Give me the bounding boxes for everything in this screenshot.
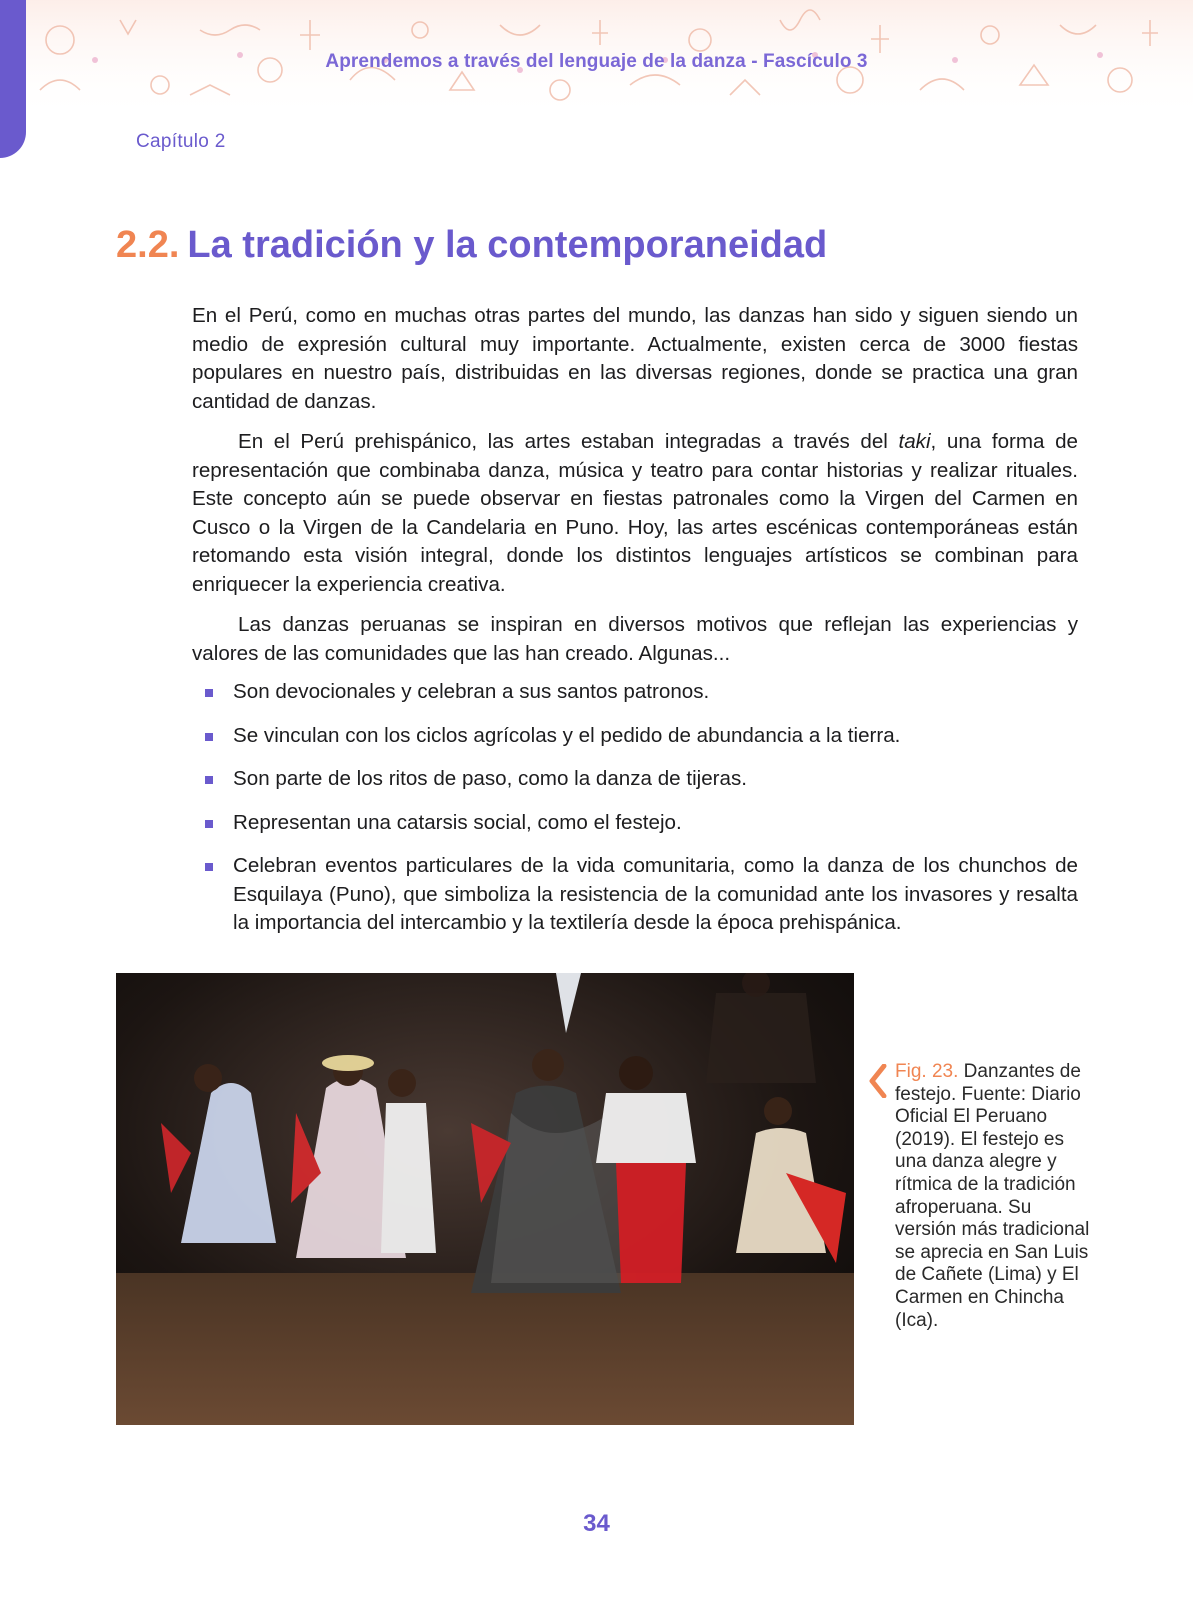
paragraph-2 bbox=[192, 428, 1078, 599]
festejo-dancers-photo bbox=[116, 973, 854, 1425]
paragraph-2-end: , una forma de representación que combinaba danza, música y teatro para contar historias y realizar rituales. Este concepto aún se puede observar en fiestas patronales como la Virgen del Carmen en Cusco o la Virgen de la Candelaria en Puno. Hoy, las artes escénicas contemporáneas están retomando esta visión integral, donde los distintos lenguajes artísticos se combinan para enriquecer la experiencia creativa. bbox=[192, 430, 1078, 596]
figure-label: Fig. 23. bbox=[895, 1061, 959, 1082]
list-item-text: Son parte de los ritos de paso, como la danza de tijeras. bbox=[233, 767, 747, 790]
paragraph-3: Las danzas peruanas se inspiran en diversos motivos que reflejan las experiencias y valores de las comunidades que las han creado. Algunas... bbox=[192, 613, 1078, 665]
list-item bbox=[192, 809, 1078, 838]
section-heading bbox=[116, 224, 827, 267]
bullet-list bbox=[192, 678, 1078, 938]
section-title-text: La tradición y la contemporaneidad bbox=[187, 224, 828, 266]
list-item bbox=[192, 852, 1078, 938]
list-item-text: Son devocionales y celebran a sus santos patronos. bbox=[233, 680, 710, 703]
bullet-square-icon bbox=[205, 820, 213, 828]
list-item-text: Celebran eventos particulares de la vida comunitaria, como la danza de los chunchos de Esquilaya (Puno), que simboliza la resistencia de la comunidad ante los invasores y resalta la importancia del intercambio y la textilería desde la época prehispánica. bbox=[233, 854, 1078, 934]
bullet-square-icon bbox=[205, 689, 213, 697]
list-item bbox=[192, 678, 1078, 707]
bullet-square-icon bbox=[205, 733, 213, 741]
list-item bbox=[192, 722, 1078, 751]
bullet-square-icon bbox=[205, 776, 213, 784]
publication-title: Aprendemos a través del lenguaje de la danza - Fascículo 3 bbox=[325, 51, 868, 72]
page-number: 34 bbox=[583, 1510, 610, 1537]
figure-caption bbox=[895, 1061, 1095, 1332]
list-item-text: Representan una catarsis social, como el festejo. bbox=[233, 810, 682, 834]
taki-term: taki bbox=[898, 430, 931, 453]
paragraph-1: En el Perú, como en muchas otras partes del mundo, las danzas han sido y siguen siendo un medio de expresión cultural muy importante. Actualmente, existen cerca de 3000 fiestas populares en nuestro país, distribuidas en las diversas regiones, donde se practica una gran cantidad de danzas. bbox=[192, 304, 1078, 413]
figure-caption-text: Danzantes de festejo. Fuente: Diario Oficial El Peruano (2019). El festejo es una danza alegre y rítmica de la tradición afroperuana. Su versión más tradicional se aprecia en San Luis de Cañete (Lima) y El Carmen en Chincha (Ica). bbox=[895, 1061, 1090, 1331]
chevron-left-icon bbox=[868, 1064, 888, 1098]
paragraph-2-start: En el Perú prehispánico, las artes estaban integradas a través del bbox=[238, 430, 899, 453]
list-item-text: Se vinculan con los ciclos agrícolas y el pedido de abundancia a la tierra. bbox=[233, 723, 901, 747]
body-text bbox=[192, 302, 1078, 953]
bullet-square-icon bbox=[205, 863, 213, 871]
side-tab bbox=[0, 0, 26, 158]
list-item bbox=[192, 765, 1078, 794]
section-number: 2.2. bbox=[116, 224, 180, 266]
chapter-label: Capítulo 2 bbox=[136, 131, 226, 152]
